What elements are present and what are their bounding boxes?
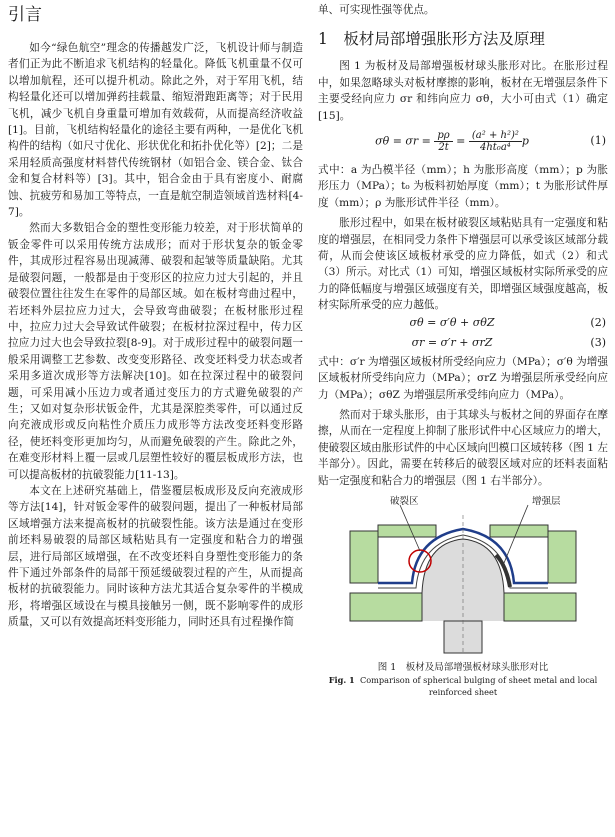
intro-paragraph-2: 然而大多数铝合金的塑性变形能力较差，对于形状简单的钣金零件可以采用传统方法成形；而对于形状复杂的钣金零件，其成形过程容易出现减薄、破裂和起皱等质量缺陷。尤其是破裂问题，一般都是由于变形区的拉应力过大引起的，并且破裂位置往往发生在零件的局部区域。如在板材弯曲过程中，若坯料外层拉应力过大，会导致弯曲破裂；在板材胀形过程中，拉应力过大会导致试件破裂；在板材拉深过程中，传力区拉应力过大也会导致拉裂[8-9]。对于成形过程中的破裂问题一般采用调整工艺参数、改变变形路径、改变坯料受力状态或者采用多道次成形等方法解决[10]。如在拉深过程中的破裂问题，可采用减小压边力或者通过变压力的方式避免破裂的产生；又如对复杂形状钣金件，尤其是深腔类零件，可以通过反向充液成形或反向粘性介质压力成形等方法改变坯料变形路径，使坯料变形更加均匀，从而避免破裂的产生。除此之外，在难变形材料上覆一层或几层塑性较好的覆层板成形方法，也可以提高板材的抗破裂能力[11-13]。 (8, 222, 303, 481)
equation-3 (318, 334, 608, 354)
reinforcement-layer-label: 增强层 (532, 495, 561, 507)
variable-definitions-1: 式中：a 为凸模半径（mm）；h 为胀形高度（mm）；p 为胀形压力（MPa）；t₀ 为板料初始厚度（mm）；t 为胀形试件厚度（mm）；ρ 为胀形试件半径（mm）。 (318, 164, 608, 209)
equation-2 (318, 314, 608, 334)
intro-paragraph-1: 如今“绿色航空”理念的传播越发广泛，飞机设计师与制造者们正为此不断追求飞机结构的轻量化。降低飞机重量不仅可以增加航程，还可以提升机动。除此之外，对于军用飞机，结构轻量化还可以增加弹药挂载量、缩短滑跑距离等；对于民用飞机，减少飞机自身重量可增加有效载荷，从而提高经济收益[1]。目前，飞机结构轻量化的途径主要有两种，一是优化飞机构件的结构（如尺寸优化、形状优化和拓扑优化等）[2]；二是采用轻质高强度材料替代传统钢材（如铝合金、镁合金、钛合金和复合材料等）[3]。其中，铝合金由于具有密度小、耐腐蚀、抗疲劳和易加工等特点，一直是航空制造领域首选材料[4-7]。 (8, 42, 303, 219)
equation-1-lhs: σθ = σr = (375, 134, 435, 148)
equation-1: σθ = σr = $\frac{p\rho}{2t}$ = $\frac{\text{(a² + h²)²}}{\text{4ht₀a⁴}}$ p (1) (375, 130, 606, 154)
equation-3-number: (3) (590, 335, 606, 349)
variable-definitions-2: 式中：σ′r 为增强区域板材所受经向应力（MPa）；σ′θ 为增强区域板材所受纬向应力（MPa）；σrZ 为增强层所承受经向应力（MPa）；σθZ 为增强层所承受纬向应力（MPa）。 (318, 355, 608, 401)
left-column (8, 0, 303, 631)
continuation-text: 单、可实现性强等优点。 (318, 4, 435, 16)
section-paragraph-2: 胀形过程中，如果在板材破裂区域粘贴具有一定强度和粘度的增强层，在相同受力条件下增强层可以承受该区域部分载荷，从而会使该区域板材承受的应力降低，如式（2）和式（3）所示。对比式（1）可知，增强区域板材实际所承受的应力的降低幅度与增强区域强度有关，即增强区域强度越高，板材实际所承受的应力越低。 (318, 217, 608, 312)
section-paragraph-1: 图 1 为板材及局部增强板材球头胀形对比。在胀形过程中，如果忽略球头对板材摩擦的影响，板材在无增强层条件下主要受经向应力 σr 和纬向应力 σθ，大小可由式（1）确定[15]。 (318, 60, 608, 122)
equation-3-body: σr = σ′r + σrZ (411, 335, 493, 349)
crack-zone-label: 破裂区 (390, 495, 419, 507)
right-column (318, 0, 608, 698)
equation-2-body: σθ = σ′θ + σθZ (409, 315, 495, 329)
bulging-comparison-diagram (328, 495, 598, 657)
intro-heading: 引言 (8, 5, 42, 25)
equation-1-fraction-1: $\frac{p\rho}{2t}$ (434, 130, 452, 153)
equation-1-number: (1) (590, 134, 606, 148)
equation-1-fraction-2: $\frac{\text{(a² + h²)²}}{\text{4ht₀a⁴}}$ (469, 130, 522, 153)
section-title: 1 板材局部增强胀形方法及原理 (318, 30, 545, 49)
section-paragraph-3: 然而对于球头胀形，由于其球头与板材之间的界面存在摩擦，从而在一定程度上抑制了胀形试件中心区域应力的增大，使破裂区域由胀形试件的中心区域向凹模口区域转移（图 1 左半部分）。因此，需要在转移后的破裂区域对应的坯料表面粘贴一定强度和粘合力的增强层（图 1 右半部分）。 (318, 408, 608, 487)
figure-caption-zh: 图 1 板材及局部增强板材球头胀形对比 (377, 661, 549, 673)
equation-2-number: (2) (590, 315, 606, 329)
intro-paragraph-3: 本文在上述研究基础上，借鉴覆层板成形及反向充液成形等方法[14]，针对钣金零件的破裂问题，提出了一种板材局部区域增强方法来提高板材的抗破裂性能。该方法是通过在变形前坯料易破裂的局部区域粘贴具有一定强度和粘合力的增强层，进行局部区域增强，在不改变坯料自身塑性变形能力的条件下通过外部条件的局部干预延缓破裂过程的产生，从而提高板材的抗破裂能力。同时该种方法尤其适合复杂零件的半模成形，将增强区域设在与模具接触另一侧，既不影响零件的成形质量，又可以有效提高坯料变形能力，同时还具有过程操作简 (8, 484, 303, 629)
figure-1 (318, 495, 608, 660)
figure-caption-en: Fig. 1 Comparison of spherical bulging of sheet metal and local reinforced sheet (328, 674, 598, 697)
